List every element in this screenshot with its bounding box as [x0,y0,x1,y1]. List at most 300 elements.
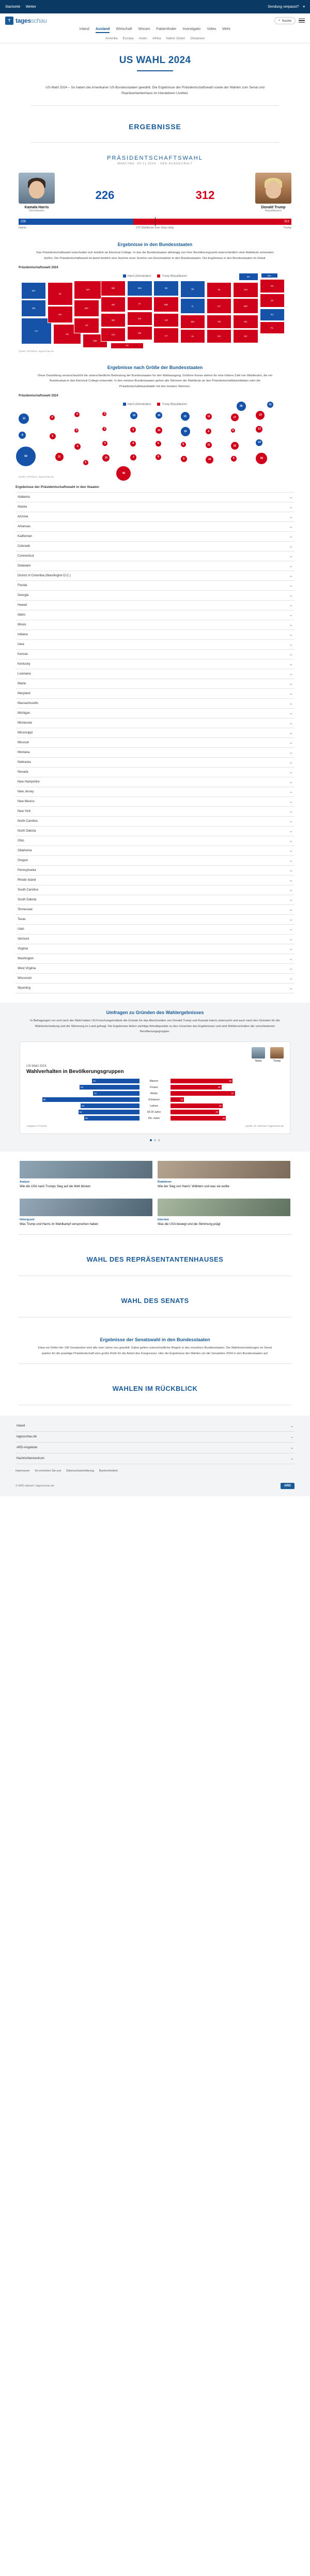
state-name: Alaska [18,505,27,509]
state-name: Massachusetts [18,702,39,706]
nav-item-investigativ[interactable]: Investigativ [182,27,201,31]
state-row[interactable] [16,610,295,620]
utility-bar-left [5,5,36,9]
state-name: Alabama [18,496,30,499]
survey-bar-value-harris: 86 [42,1097,140,1102]
teaser-image [20,1199,152,1216]
survey-card-footer [26,1125,284,1127]
chevron-down-icon[interactable]: ⌄ [289,957,292,961]
state-row[interactable] [16,532,295,542]
state-row[interactable] [16,826,295,836]
state-row[interactable] [16,493,295,502]
candidates-row [0,171,310,212]
footer-accordion-label: tagesschau.de [17,1435,37,1439]
survey-bar-label: Schwarze [148,1098,160,1101]
survey-bar-right [171,1103,284,1108]
state-row[interactable] [16,787,295,797]
state-row[interactable] [16,777,295,787]
state-row[interactable] [16,679,295,689]
subnav-item-asien[interactable]: Asien [138,37,147,40]
footer-accordion-label: ARD-Angebote [17,1446,38,1450]
chevron-down-icon[interactable]: ⌄ [289,780,292,785]
survey-bar-value-trump: 12 [171,1097,184,1102]
state-row[interactable] [16,905,295,915]
state-name: Indiana [18,633,28,637]
footer-accordion-label: Inland [17,1424,25,1428]
chevron-down-icon[interactable]: ⌄ [289,810,292,814]
electoral-bar-trump: 312 [133,219,291,225]
site-header [0,13,310,43]
chevron-down-icon[interactable]: ⌄ [289,663,292,667]
bubble-legend [16,400,295,407]
bubble-caption: Präsidentschaftswahl 2024 [19,394,58,398]
footer-link[interactable]: So erreichen Sie uns [35,1469,61,1473]
state-name: Delaware [18,564,31,568]
utility-link-wetter[interactable]: Wetter [25,5,37,9]
footer-accordion-row[interactable] [16,1443,295,1453]
chevron-down-icon[interactable]: ▾ [303,5,305,9]
legend-item-trump: Trump (Republikaner) [157,403,187,406]
survey-candidate-name: Harris [255,1060,262,1063]
teaser-card[interactable] [158,1161,290,1189]
state-row[interactable] [16,669,295,679]
house-section [0,1242,310,1268]
state-name: Connecticut [18,555,34,558]
chevron-down-icon[interactable]: ⌄ [289,849,292,853]
chevron-down-icon[interactable]: ⌄ [289,594,292,598]
map-section-heading: Ergebnisse in den Bundesstaaten [117,242,193,248]
chevron-down-icon[interactable]: ⌄ [289,525,292,529]
teaser-title: Was Trump und Harris im Wahlkampf versprochen haben [20,1223,99,1226]
teaser-card[interactable] [20,1199,152,1227]
state-row[interactable] [16,974,295,984]
state-row[interactable] [16,836,295,846]
chevron-down-icon[interactable]: ⌄ [289,977,292,981]
site-logo[interactable] [5,17,47,25]
nav-item-wirtschaft[interactable]: Wirtschaft [116,27,132,31]
chevron-down-icon[interactable]: ⌄ [289,564,292,569]
survey-bar-left [26,1110,140,1114]
state-row[interactable] [16,728,295,738]
header-actions [274,17,305,24]
page-title: US WAHL 2024 [119,55,191,66]
chevron-down-icon[interactable]: ⌄ [289,712,292,716]
state-name: Wisconsin [18,977,32,980]
candidate-party: Demokraten [29,209,44,213]
menu-icon[interactable] [299,19,305,23]
state-row[interactable] [16,846,295,856]
survey-bar-row [26,1085,284,1090]
state-name: North Carolina [18,820,38,823]
chevron-down-icon[interactable]: ⌄ [289,653,292,657]
chevron-down-icon[interactable]: ⌄ [289,839,292,844]
state-name: Vermont [18,938,29,941]
bubble-source: Quelle: AP/Edison, tagesschau.de [19,476,54,479]
survey-bar-right [171,1097,284,1102]
state-row[interactable] [16,964,295,974]
subnav-item-europa[interactable]: Europa [122,37,134,40]
state-name: Oregon [18,859,28,863]
carousel-dot-2[interactable] [154,1139,156,1141]
chevron-down-icon[interactable]: ⌄ [289,515,292,519]
state-name: Maryland [18,692,30,696]
divider [19,1234,291,1235]
state-name: Mississippi [18,731,33,735]
state-row[interactable] [16,620,295,630]
state-name: Oklahoma [18,849,32,853]
retro-heading: WAHLEN IM RÜCKBLICK [112,1385,198,1393]
state-name: Utah [18,928,24,931]
teaser-category: Analyse [20,1180,30,1184]
header-row [5,17,305,25]
footer-accordion-label: Nachrichtenzentrum [17,1457,44,1461]
nav-item-faktenfinder[interactable]: Faktenfinder [156,27,177,31]
utility-bar [0,0,310,13]
survey-chart-card [20,1041,290,1134]
chevron-down-icon[interactable]: ⌄ [289,938,292,942]
chevron-down-icon[interactable]: ⌄ [289,830,292,834]
map-section [0,229,310,261]
state-name: Georgia [18,594,29,597]
bubble-section-text: Diese Darstellung veranschaulicht die unterschiedliche Bedeutung der Bundesstaaten für den Wahlausgang. Größere Kreise stehen für eine höhere Zahl von Wahlleuten, die ein Bundesstaat in das Electoral College entsendet. In den meisten Bundesstaaten gehen alle Stimmen der Wahlleute an den Präsidentschaftskandidaten oder die Präsidentschaftskandidatin mit den meisten Stimmen. [38,374,272,388]
state-name: Nebraska [18,761,31,764]
chevron-down-icon[interactable]: ⌄ [289,761,292,765]
survey-bar-value-trump: 55 [171,1079,233,1083]
state-row[interactable] [16,571,295,581]
chevron-down-icon[interactable]: ⌄ [289,947,292,952]
survey-bar-left [26,1103,140,1108]
footer-accordion-row[interactable] [16,1432,295,1443]
majority-note: 270 Wahlleute zum Sieg nötig [136,226,174,230]
chevron-down-icon[interactable]: ⌄ [289,614,292,618]
nav-item-video[interactable]: Video [207,27,216,31]
state-row[interactable] [16,885,295,895]
presidential-heading: PRÄSIDENTSCHAFTSWAHL [107,155,203,162]
state-name: West Virginia [18,967,36,971]
chevron-down-icon[interactable]: ⌄ [290,1435,293,1439]
state-row[interactable] [16,797,295,807]
state-name: Iowa [18,643,24,647]
state-row[interactable] [16,522,295,532]
chevron-down-icon[interactable]: ⌄ [289,879,292,883]
copyright: © ARD-aktuell / tagesschau.de [16,1484,54,1488]
state-row[interactable] [16,895,295,905]
state-row[interactable] [16,601,295,610]
chevron-down-icon[interactable]: ⌄ [289,584,292,588]
chevron-down-icon[interactable]: ⌄ [289,535,292,539]
survey-bar-left [26,1091,140,1096]
chevron-down-icon[interactable]: ⌄ [289,555,292,559]
bubble-map[interactable]: 12 8 54 4 6 11 4 3 6 5 3 3 5 10 40 10 6 6 7 10 10 6 8 15 19 6 9 11 8 11 16 17 4 16 9 19 13 14 30 28 11 Harris (Demokraten) Trump (Republikaner) [16,400,295,474]
state-name: New Hampshire [18,780,40,784]
chevron-down-icon[interactable]: ⌄ [289,643,292,647]
search-button[interactable] [274,17,296,24]
state-name: Maine [18,682,26,686]
subnav-item-naher-osten[interactable]: Naher Osten [166,37,185,40]
chevron-down-icon[interactable]: ⌄ [289,731,292,735]
survey-candidate-name: Trump [273,1060,281,1063]
survey-bar-row [26,1079,284,1083]
page-title-block [0,43,310,80]
teaser-card[interactable] [20,1161,152,1189]
chevron-down-icon[interactable]: ⌄ [289,987,292,991]
teaser-card[interactable] [158,1199,290,1227]
state-row[interactable] [16,551,295,561]
state-name: North Dakota [18,830,36,833]
senate-results-section [0,1325,310,1356]
carousel-dot-1[interactable] [150,1139,152,1141]
nav-item-inland[interactable]: Inland [79,27,89,31]
electoral-bar [19,219,291,225]
map-section-text: Das Präsidentschaftswahl entscheidet sich letztlich an Electoral College. In das die Bundesstaaten abhängig von ihrer Bevölkerungszahl unterschiedlich viele Wahlleute entsenden dürfen. Die Präsidentschaftswahl ist damit letztlich eine Summe einer Summe von Einzelwahlen in den Bundesstaaten. Die Ergebnisse in den Bundesstaaten im Detail. [36,251,274,260]
chevron-down-icon[interactable]: ⌄ [289,682,292,686]
state-row[interactable] [16,925,295,934]
state-row[interactable] [16,581,295,591]
chevron-down-icon[interactable]: ⌄ [290,1446,293,1450]
state-row[interactable] [16,944,295,954]
chevron-down-icon[interactable]: ⌄ [289,967,292,971]
state-row[interactable] [16,650,295,660]
utility-link-startseite[interactable]: Startseite [5,5,21,9]
state-name: Wyoming [18,987,30,990]
state-row[interactable] [16,856,295,866]
chevron-down-icon[interactable]: ⌄ [289,859,292,863]
survey-bars [26,1079,284,1121]
survey-bar-value-trump: 43 [171,1110,219,1114]
survey-bar-right [171,1116,284,1121]
main-nav [5,25,305,35]
survey-bar-row [26,1103,284,1108]
chevron-down-icon[interactable]: ⌄ [290,1457,293,1461]
teaser-title: Wie der Sieg von Harris' Wählern und was sie wollte [158,1185,229,1189]
state-name: Pennsylvania [18,869,36,872]
chevron-down-icon[interactable]: ⌄ [289,633,292,637]
survey-bar-left [26,1085,140,1090]
subnav-item-ozeanien[interactable]: Ozeanien [190,37,205,40]
state-row[interactable] [16,591,295,601]
map-caption: Präsidentschaftswahl 2024 [19,266,58,269]
state-name: Washington [18,957,34,961]
state-row[interactable] [16,768,295,777]
state-row[interactable] [16,807,295,817]
presidential-subheading: WAHLTAG: 05.11.2024 · 98% AUSGEZÄHLT [117,162,193,166]
state-row[interactable] [16,718,295,728]
state-name: Virginia [18,947,28,951]
chevron-down-icon[interactable]: ⌄ [289,505,292,510]
senate-results-text: Etwa ein Drittel der 100 Senatssitze wird alle zwei Jahre neu gewählt. Dabei gelten unterschiedliche Regeln in den einzelnen Bundesstaaten. Die Wahlentscheidungen im Senat spielen für die jeweilige Präsidentschaft eine große Rolle für die Arbeit des Kongresses. Hier die Ergebnisse der Wahlen um die Senatsitze 2024 in den Bundesstaaten auf. [38,1346,272,1355]
state-row[interactable] [16,699,295,709]
state-name: Kansas [18,653,28,656]
footer-link[interactable]: Impressum [16,1469,30,1473]
state-row[interactable] [16,984,295,993]
state-name: Minnesota [18,722,32,725]
avatar [19,173,55,204]
divider [31,105,279,106]
survey-bar-value-harris: 52 [81,1103,140,1108]
survey-bar-value-harris: 41 [93,1091,140,1096]
state-row[interactable] [16,640,295,650]
state-name: New York [18,810,31,814]
survey-bar-row [26,1110,284,1114]
survey-bar-right [171,1110,284,1114]
subnav-item-amerika[interactable]: Amerika [105,37,118,40]
chevron-down-icon[interactable]: ⌄ [289,820,292,824]
state-name: Kalifornien [18,535,33,539]
subnav-item-afrika[interactable]: Afrika [152,37,161,40]
footer-link[interactable]: Datenschutzerklärung [66,1469,94,1473]
senate-section [0,1283,310,1310]
state-name: Illinois [18,623,26,627]
footer-link[interactable]: Barrierefreiheit [99,1469,118,1473]
state-name: Texas [18,918,26,922]
survey-bar-value-trump: 49 [171,1116,226,1121]
state-row[interactable] [16,709,295,718]
chevron-down-icon[interactable]: ⌄ [289,928,292,932]
chevron-down-icon[interactable]: ⌄ [289,898,292,902]
survey-bar-value-harris: 42 [92,1079,140,1083]
state-name: Michigan [18,712,30,715]
surveys-section [0,1003,310,1152]
state-name: Missouri [18,741,29,745]
chevron-down-icon[interactable]: ⌄ [289,623,292,627]
state-name: Tennessee [18,908,33,912]
survey-card-title: Wahlverhalten in Bevölkerungsgruppen [26,1069,124,1075]
logo-text: tagesschau [16,17,47,24]
state-row[interactable] [16,630,295,640]
survey-candidate-harris [252,1047,265,1063]
chevron-down-icon[interactable]: ⌄ [289,672,292,677]
bubble-section [0,352,310,389]
state-row[interactable] [16,954,295,964]
teaser-category: Hintergrund [20,1218,35,1222]
state-name: Louisiana [18,672,31,676]
footer-accordion-row[interactable] [16,1453,295,1464]
carousel-dot-3[interactable] [158,1139,160,1141]
footer-accordion-row[interactable] [16,1421,295,1432]
chevron-down-icon[interactable]: ⌄ [289,751,292,755]
state-row[interactable] [16,915,295,925]
candidate-party: Republikaner [265,209,282,213]
nav-item-ausland[interactable]: Ausland [96,27,110,33]
state-row[interactable] [16,758,295,768]
chevron-down-icon[interactable]: ⌄ [289,790,292,794]
title-underline [137,70,173,71]
electoral-bar-harris: 226 [19,219,133,225]
state-row[interactable] [16,866,295,876]
candidate-name: Kamala Harris [24,206,49,210]
survey-bar-row [26,1116,284,1121]
state-name: Colorado [18,545,30,548]
state-row[interactable] [16,934,295,944]
results-heading: ERGEBNISSE [129,122,181,131]
survey-card-candidates [26,1047,284,1063]
chevron-down-icon[interactable]: ⌄ [289,800,292,804]
ard-logo: ARD [281,1483,295,1489]
map-source: Quelle: AP/Edison, tagesschau.de [19,349,54,352]
state-row[interactable] [16,689,295,699]
state-row[interactable] [16,876,295,885]
sub-nav [5,35,305,43]
state-name: Montana [18,751,30,755]
survey-bar-value-harris: 53 [80,1085,140,1090]
state-row[interactable] [16,817,295,826]
state-row[interactable] [16,512,295,522]
teaser-title: Wie die USA nach Trumps Sieg auf die Welt blicken [20,1185,91,1189]
divider [31,142,279,143]
caption-right: Trump [283,226,291,230]
electoral-vote-right [155,189,255,212]
teaser-category: Interview [158,1218,169,1222]
chevron-down-icon[interactable]: ⌄ [289,692,292,696]
survey-bar-right [171,1085,284,1090]
survey-bar-row [26,1091,284,1096]
state-row[interactable] [16,738,295,748]
state-name: Idaho [18,614,26,617]
teaser-category: Reaktionen [158,1180,172,1184]
chevron-down-icon[interactable]: ⌄ [289,888,292,893]
chevron-down-icon[interactable]: ⌄ [289,741,292,745]
survey-bar-value-harris: 54 [79,1110,140,1114]
retro-section [0,1371,310,1398]
survey-bar-value-trump: 57 [171,1091,235,1096]
chevron-down-icon[interactable]: ⌄ [289,869,292,873]
nav-item-wissen[interactable]: Wissen [138,27,150,31]
survey-bar-value-trump: 46 [171,1103,223,1108]
state-name: District of Columbia (Washington D.C.) [18,574,71,578]
utility-link-sendung[interactable]: Sendung verpasst? [268,5,299,9]
state-name: Ohio [18,839,24,843]
state-name: Hawaii [18,604,27,607]
survey-bar-label: Frauen [150,1085,158,1089]
teaser-image [158,1161,290,1178]
surveys-heading: Umfragen zu Gründen des Wahlergebnisses [106,1010,204,1016]
state-name: Kentucky [18,663,30,666]
footer-accordion [0,1421,310,1464]
states-accordion [16,492,295,993]
state-row[interactable] [16,561,295,571]
search-icon: ⌕ [278,19,281,22]
state-name: South Carolina [18,888,38,892]
chevron-down-icon[interactable]: ⌄ [289,908,292,912]
state-row[interactable] [16,660,295,669]
chevron-down-icon[interactable]: ⌄ [289,918,292,922]
state-name: Rhode Island [18,879,36,882]
chevron-down-icon[interactable]: ⌄ [289,496,292,500]
chevron-down-icon[interactable]: ⌄ [290,1424,293,1429]
electoral-votes-trump: 312 [195,189,215,202]
choropleth-map[interactable]: WA OR CA ID NV AZ MT WY UT NM ND SD NE CO TX MN IA KS OK WI MO AR LA MI IL MS AL IN KY TN GA OH WV NC SC PA VA NJ FL NY MA Harris (Demokraten) Trump (Republikaner) [16,271,295,349]
chevron-down-icon[interactable]: ⌄ [289,545,292,549]
chevron-down-icon[interactable]: ⌄ [289,722,292,726]
chevron-down-icon[interactable]: ⌄ [289,702,292,706]
survey-bar-label: Latinos [149,1104,159,1108]
state-row[interactable] [16,502,295,512]
candidate-name: Donald Trump [261,206,286,210]
chevron-down-icon[interactable]: ⌄ [289,604,292,608]
chevron-down-icon[interactable]: ⌄ [289,771,292,775]
state-row[interactable] [16,542,295,551]
senate-results-heading: Ergebnisse der Senatswahl in den Bundesstaaten [100,1337,210,1343]
state-name: New Jersey [18,790,34,794]
site-footer [0,1416,310,1496]
survey-bar-label: 18-29 Jahre [147,1110,161,1114]
nav-item-mehr[interactable]: Mehr [222,27,231,31]
chevron-down-icon[interactable]: ⌄ [289,574,292,578]
candidate-harris [19,173,55,212]
survey-bar-value-harris: 49 [84,1116,140,1121]
carousel-dots[interactable] [0,1134,310,1141]
state-row[interactable] [16,748,295,758]
